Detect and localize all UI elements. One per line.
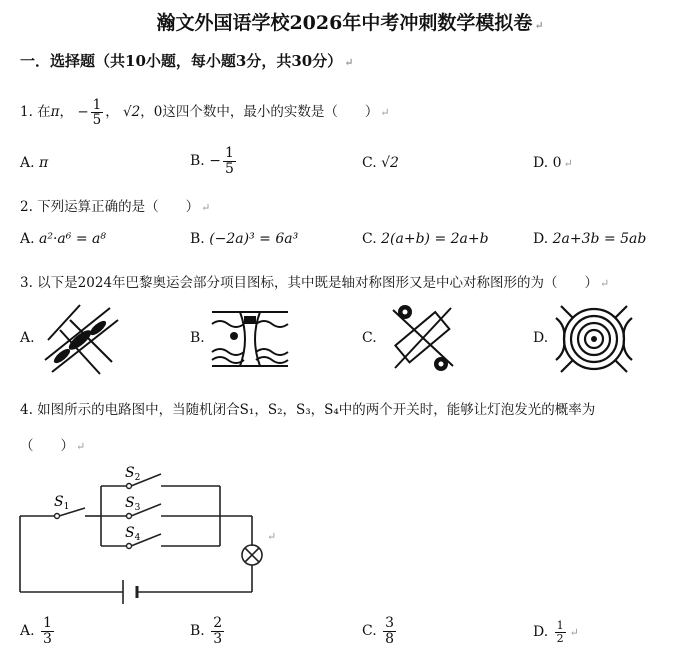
switch-s4-label: $S_4$ bbox=[125, 525, 141, 543]
q1-option-b[interactable]: B. − $\frac{1}{5}$ bbox=[190, 145, 234, 177]
rowing-icon bbox=[40, 300, 122, 378]
circuit-diagram bbox=[15, 462, 285, 608]
q4-option-b[interactable]: B. $\frac{2}{3}$ bbox=[190, 615, 223, 647]
circuit-return-mark: ↵ bbox=[267, 530, 277, 543]
question-1: 1. 在π， − $\frac{1}{5}$ ， √2，0这四个数中，最小的实数是（ ） ↵ bbox=[20, 97, 390, 129]
q3-option-d[interactable]: D. bbox=[533, 330, 549, 346]
q3-option-c[interactable]: C. bbox=[362, 330, 377, 346]
switch-s2-label: $S_2$ bbox=[125, 465, 141, 483]
q1-option-c[interactable]: C. √2 bbox=[362, 155, 399, 171]
q2-option-c[interactable]: C. 2(a+b) = 2a+b bbox=[362, 231, 489, 247]
question-4-blank: （ ） ↵ bbox=[20, 438, 86, 454]
q4-option-d[interactable]: D. $\frac{1}{2}$ ↵ bbox=[533, 619, 579, 645]
question-4: 4. 如图所示的电路图中，当随机闭合S₁，S₂，S₃，S₄中的两个开关时，能够让灯泡发光的概率为 bbox=[20, 402, 596, 418]
switch-s3-label: $S_3$ bbox=[125, 495, 141, 513]
q4-option-c[interactable]: C. $\frac{3}{8}$ bbox=[362, 615, 395, 647]
question-3: 3. 以下是2024年巴黎奥运会部分项目图标，其中既是轴对称图形又是中心对称图形的为（ ） ↵ bbox=[20, 275, 610, 291]
table-tennis-icon bbox=[383, 298, 463, 378]
section-heading: 一．选择题（共10小题，每小题3分，共30分） ↵ bbox=[20, 52, 354, 70]
q2-option-d[interactable]: D. 2a+3b = 5ab bbox=[533, 231, 647, 247]
page-title: 瀚文外国语学校2026年中考冲刺数学模拟卷 ↵ bbox=[156, 12, 544, 34]
q2-option-b[interactable]: B. (−2a)³ = 6a³ bbox=[190, 231, 299, 247]
q4-option-a[interactable]: A. $\frac{1}{3}$ bbox=[20, 615, 52, 647]
q1-option-d[interactable]: D. 0 ↵ bbox=[533, 155, 573, 171]
q1-option-a[interactable]: A. π bbox=[20, 155, 49, 171]
q3-option-a[interactable]: A. bbox=[20, 330, 35, 346]
switch-s1-label: $S_1$ bbox=[54, 494, 70, 512]
q3-option-b[interactable]: B. bbox=[190, 330, 205, 346]
archery-target-icon bbox=[553, 298, 635, 380]
question-2: 2. 下列运算正确的是（ ） ↵ bbox=[20, 199, 211, 215]
swimming-icon bbox=[210, 302, 290, 376]
q2-option-a[interactable]: A. a²·a⁶ = a⁸ bbox=[20, 231, 106, 247]
